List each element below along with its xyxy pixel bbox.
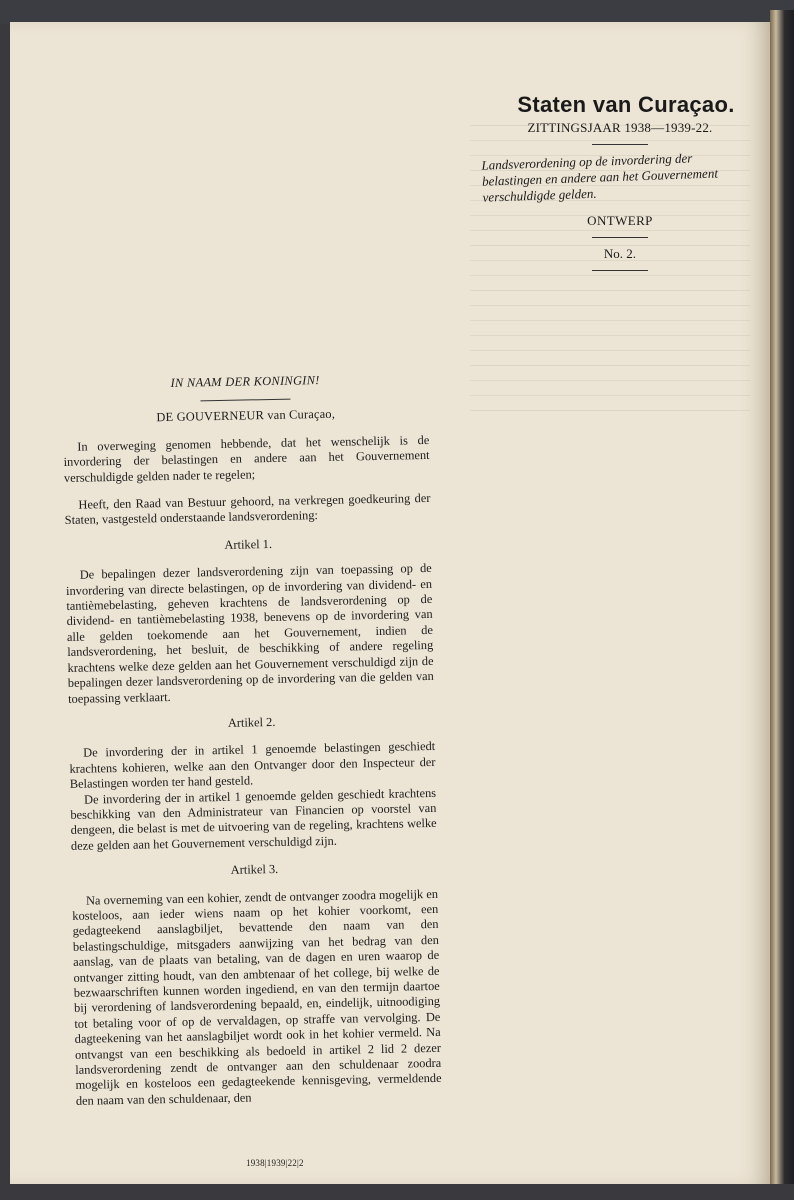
article-paragraph: De bepalingen dezer landsverordening zijn van toepassing op de invordering van directe belastingen, op de invordering van dividend- en tantièmebelasting, geheven krachtens de landsverordening op de dividend- en tantièmebelasting 1938, benevens op de invordering van alle gelden toekomende aan het Gouvernement, indien de landsverordening, het besluit, de beschikking of andere regeling krachtens welke deze gelden aan het Gouvernement verschuldigd zijn de bepalingen dezer landsverordening op de invordering van die gelden van toepassing verklaart. <box>65 561 434 706</box>
page-spine-edge <box>770 10 794 1200</box>
preamble-paragraph: In overweging genomen hebbende, dat het wenschelijk is de invordering der belastingen en andere aan het Gouvernement verschuldigde gelden nader te regelen; <box>63 432 430 485</box>
article-heading: Artikel 3. <box>230 862 279 878</box>
document-body <box>62 371 442 1121</box>
document-header <box>470 92 770 271</box>
number-divider <box>592 270 648 271</box>
preamble-paragraph: Heeft, den Raad van Bestuur gehoord, na verkregen goedkeuring der Staten, vastgesteld onderstaande landsverordening: <box>64 490 431 528</box>
footer-code: 1938|1939|22|2 <box>246 1158 304 1168</box>
scanner-bottom-border <box>0 1184 794 1200</box>
governor-line: DE GOUVERNEUR van Curaçao, <box>156 407 336 425</box>
session-year: ZITTINGSJAAR 1938—1939-22. <box>527 120 713 135</box>
article-heading: Artikel 1. <box>224 536 273 552</box>
document-subject: Landsverordening op de invordering der belastingen en andere aan het Gouvernement verschuldigde gelden. <box>481 150 719 205</box>
royal-divider <box>200 399 290 402</box>
royal-heading: IN NAAM DER KONINGIN! <box>170 373 320 390</box>
document-number: No. 2. <box>603 246 637 261</box>
article-heading: Artikel 2. <box>227 714 276 730</box>
document-title: Staten van Curaçao. <box>517 92 735 117</box>
header-divider <box>592 144 648 145</box>
article-paragraph: De invordering der in artikel 1 genoemde belastingen geschiedt krachtens kohieren, welke aan den Ontvanger door den Inspecteur der Belastingen worden ter hand gesteld. <box>69 739 436 792</box>
article-paragraph: De invordering der in artikel 1 genoemde gelden geschiedt krachtens beschikking van den Administrateur van Financien op voorstel van dengeen, die belast is met de uitvoering van de regeling, krachtens welke deze gelden aan het Gouvernement verschuldigd zijn. <box>70 785 437 853</box>
scanner-top-border <box>0 0 794 24</box>
article-paragraph: Na overneming van een kohier, zendt de ontvanger zoodra mogelijk en kosteloos, aan ieder wiens naam op het kohier voorkomt, een gedagteekend aanslagbiljet, bevattende den naam van den belastingschuldige, mitsgaders aanwijzing van het bedrag van den aanslag, van de plaats van betaling, van de dagen en uren waarop de ontvanger zitting houdt, van den ambtenaar of het college, bij welke de bezwaarschriften kunnen worden ingediend, en van den termijn daartoe bij verordening of landsverordening bepaald, en, eindelijk, uitnoodiging tot betaling voor of op de vervaldagen, op straffe van vervolging. De dagteekening van het aanslagbiljet wordt ook in het kohier vermeld. Na ontvangst van een beschikking als bedoeld in artikel 2 lid 2 dezer landsverordening zendt de ontvanger aan den schuldenaar zoodra mogelijk en kosteloos een gedagteekende kennisgeving, vermeldende den naam van den schuldenaar, den <box>72 886 442 1108</box>
draft-label: ONTWERP <box>587 213 653 228</box>
draft-divider <box>592 237 648 238</box>
